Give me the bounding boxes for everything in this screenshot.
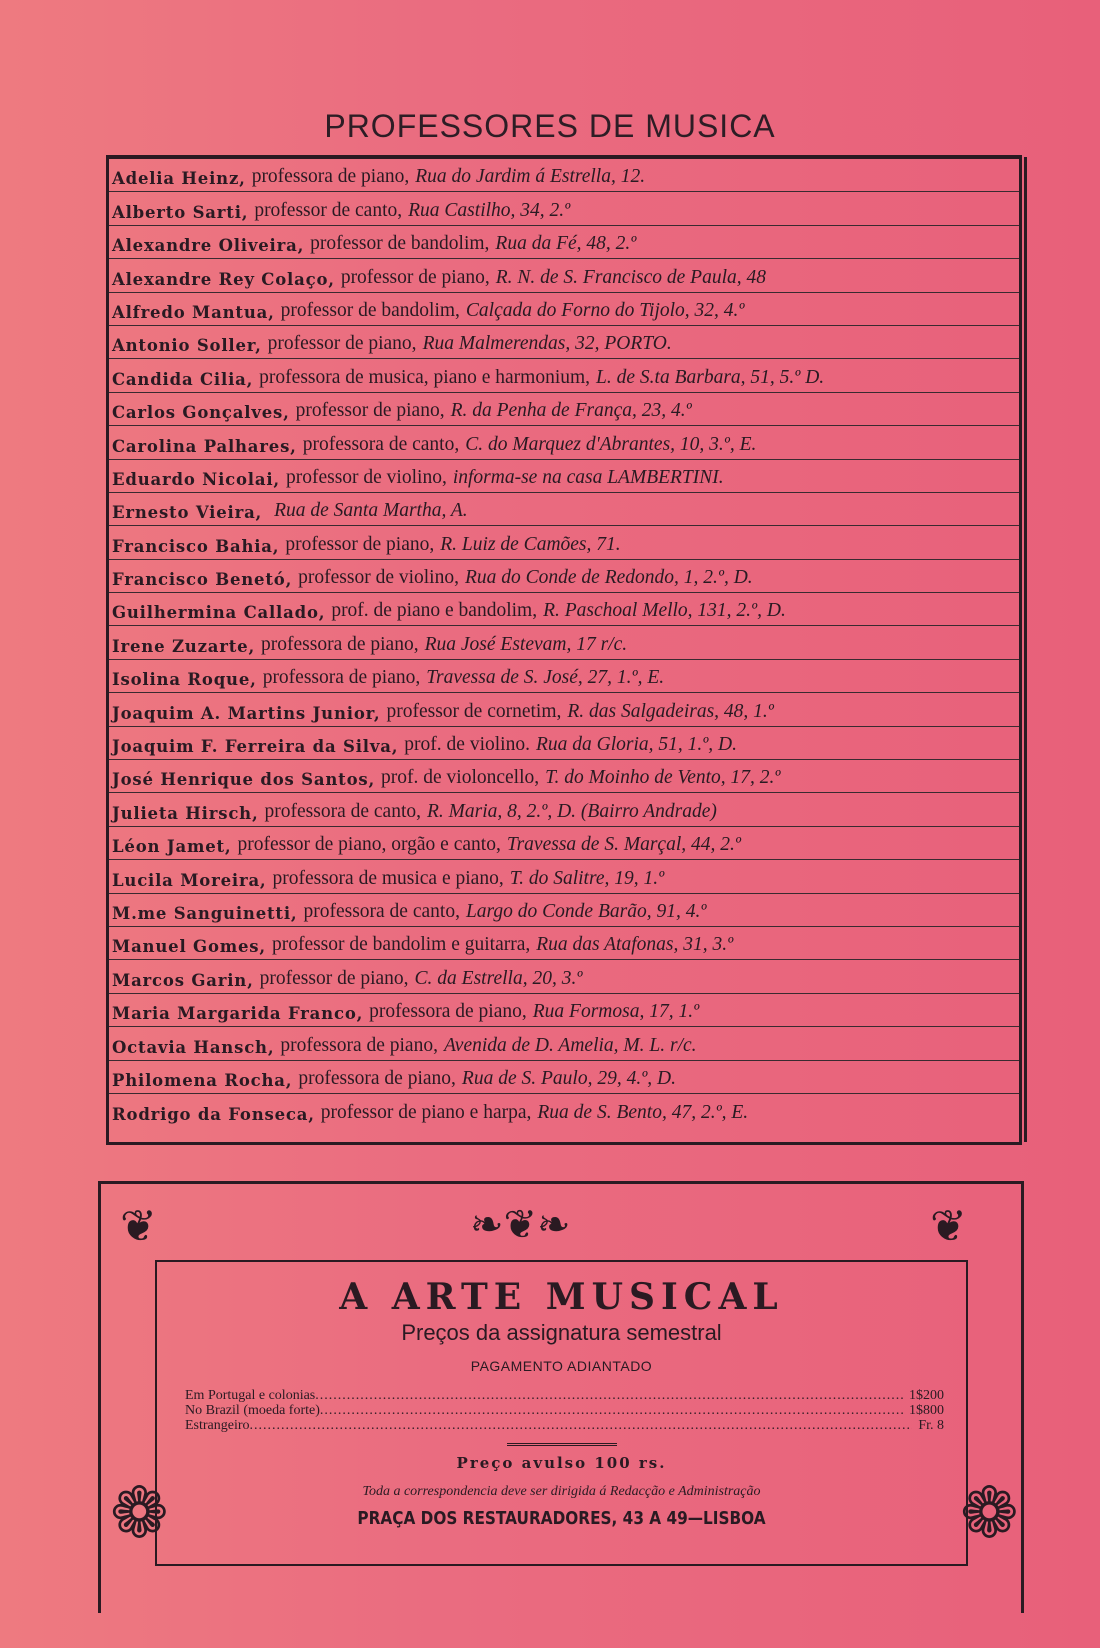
price-value: 1$200 (909, 1388, 944, 1403)
teacher-entry (109, 626, 1019, 659)
teacher-name: Eduardo Nicolai, (112, 469, 280, 489)
teacher-name: Alberto Sarti, (112, 202, 249, 222)
price-label: No Brazil (moeda forte) (185, 1403, 320, 1418)
teacher-role: professor de piano, (340, 266, 490, 288)
teacher-address: Rua Formosa, 17, 1.º (532, 1001, 700, 1023)
teacher-name: Manuel Gomes, (112, 937, 266, 957)
teacher-entry (109, 960, 1019, 993)
ornament-icon: ❁ (960, 1476, 1019, 1553)
teacher-name: Ernesto Vieira, (112, 503, 263, 523)
teacher-name: Alfredo Mantua, (112, 302, 275, 322)
teacher-address: R. da Penha de França, 23, 4.º (450, 400, 692, 422)
teacher-entry (109, 1027, 1019, 1060)
price-label: Estrangeiro (185, 1418, 250, 1433)
correspondence-note: Toda a correspondencia deve ser dirigida á Redacção e Administração (362, 1484, 761, 1499)
teacher-address: L. de S.ta Barbara, 51, 5.º D. (596, 366, 825, 388)
teacher-role: professor de violino, (285, 466, 447, 488)
teacher-entry (109, 393, 1019, 426)
divider (507, 1443, 617, 1452)
teacher-entry (109, 927, 1019, 960)
teacher-entry (109, 693, 1019, 726)
teacher-name: Irene Zuzarte, (112, 636, 256, 656)
teacher-name: Octavia Hansch, (112, 1037, 275, 1057)
teacher-name: Candida Cilia, (112, 369, 254, 389)
teacher-address: Travessa de S. José, 27, 1.º, E. (426, 667, 665, 689)
page-title: PROFESSORES DE MUSICA (324, 108, 776, 144)
ad-subtitle: Preços da assignatura semestral (401, 1320, 722, 1345)
teacher-role: professora de canto, (264, 800, 422, 822)
teacher-address: informa-se na casa LAMBERTINI. (452, 466, 724, 488)
teacher-entry (109, 593, 1019, 626)
payment-note: PAGAMENTO ADIANTADO (470, 1358, 653, 1374)
teacher-address: T. do Salitre, 19, 1.º (509, 867, 665, 889)
teacher-address: Rua de S. Paulo, 29, 4.º, D. (461, 1067, 676, 1089)
teacher-entry (109, 1094, 1019, 1127)
teacher-address: R. das Salgadeiras, 48, 1.º (567, 700, 774, 722)
teacher-address: Rua das Atafonas, 31, 3.º (536, 934, 734, 956)
teacher-role: prof. de piano e bandolim, (331, 600, 538, 622)
teacher-name: Alexandre Oliveira, (112, 236, 305, 256)
teacher-name: Carolina Palhares, (112, 436, 297, 456)
teacher-role: professor de violino, (298, 567, 459, 589)
teacher-role: professora de piano, (369, 1001, 527, 1023)
teacher-address: R. Luiz de Camões, 71. (440, 533, 621, 555)
teacher-entry (109, 460, 1019, 493)
teacher-name: Adelia Heinz, (112, 169, 246, 189)
teacher-name: Joaquim A. Martins Junior, (112, 703, 381, 723)
teacher-entry (109, 526, 1019, 559)
ornament-icon: ❦ (120, 1202, 157, 1251)
teacher-name: Marcos Garin, (112, 970, 254, 990)
teacher-entry (109, 293, 1019, 326)
teacher-entry (109, 326, 1019, 359)
teacher-name: Guilhermina Callado, (112, 603, 326, 623)
teacher-address: Rua de S. Bento, 47, 2.º, E. (537, 1102, 749, 1124)
teacher-address: Rua Castilho, 34, 2.º (408, 199, 571, 221)
teacher-address: C. do Marquez d'Abrantes, 10, 3.º, E. (465, 433, 757, 455)
teacher-entry (109, 159, 1019, 192)
teacher-role: professor de piano, (295, 400, 445, 422)
teacher-name: Alexandre Rey Colaço, (112, 269, 335, 289)
teacher-name: Lucila Moreira, (112, 870, 267, 890)
teacher-role: professor de piano, orgão e canto, (237, 834, 501, 856)
teacher-role: prof. de violoncello, (381, 767, 540, 789)
teacher-name: M.me Sanguinetti, (112, 903, 298, 923)
teacher-entry (109, 660, 1019, 693)
teacher-name: José Henrique dos Santos, (112, 770, 376, 790)
teacher-entry (109, 860, 1019, 893)
ornament-icon: ❦ (930, 1202, 967, 1251)
teacher-role: prof. de violino. (404, 734, 530, 756)
subscription-ad (155, 1260, 968, 1566)
teacher-name: Joaquim F. Ferreira da Silva, (112, 737, 399, 757)
teacher-address: Rua do Conde de Redondo, 1, 2.º, D. (464, 567, 753, 589)
teacher-address: Rua do Jardim á Estrella, 12. (415, 166, 646, 188)
teacher-role: professor de piano e harpa, (320, 1102, 532, 1124)
teacher-address: Rua da Fé, 48, 2.º (495, 233, 637, 255)
teacher-address: Rua de Santa Martha, A. (274, 500, 468, 522)
teacher-role: professor de cornetim, (386, 700, 562, 722)
teacher-address: Calçada do Forno do Tijolo, 32, 4.º (465, 299, 745, 321)
teacher-role: professora de piano, (262, 667, 421, 689)
price-value: 1$800 (909, 1403, 944, 1418)
teacher-name: Isolina Roque, (112, 670, 257, 690)
teacher-entry (109, 359, 1019, 392)
teacher-address: Rua da Gloria, 51, 1.º, D. (535, 734, 737, 756)
teacher-entry (109, 827, 1019, 860)
teacher-entry (109, 226, 1019, 259)
price-value: Fr. 8 (918, 1418, 944, 1433)
teacher-role: professora de piano, (280, 1034, 438, 1056)
price-row (185, 1388, 944, 1403)
ad-title: A ARTE MUSICAL (339, 1276, 784, 1318)
teacher-entry (109, 426, 1019, 459)
teacher-role: professor de bandolim e guitarra, (271, 934, 531, 956)
teacher-name: Rodrigo da Fonseca, (112, 1105, 315, 1125)
teacher-entry (109, 760, 1019, 793)
teacher-role: professor de piano, (267, 333, 417, 355)
teacher-role: professora de canto, (302, 433, 460, 455)
teacher-name: Antonio Soller, (112, 336, 262, 356)
teacher-entry (109, 493, 1019, 526)
teacher-role: professora de piano, (251, 166, 410, 188)
teacher-role: professora de musica, piano e harmonium, (259, 366, 591, 388)
teacher-entry (109, 894, 1019, 927)
teacher-entry (109, 560, 1019, 593)
teacher-role: professora de canto, (303, 900, 460, 922)
teacher-address: C. da Estrella, 20, 3.º (414, 967, 583, 989)
teacher-role: professor de bandolim, (280, 299, 460, 321)
teacher-address: Rua Malmerendas, 32, PORTO. (422, 333, 672, 355)
teacher-entry (109, 793, 1019, 826)
teacher-entry (109, 994, 1019, 1027)
teacher-name: Léon Jamet, (112, 837, 232, 857)
teacher-address: T. do Moinho de Vento, 17, 2.º (545, 767, 781, 789)
teacher-address: Largo do Conde Barão, 91, 4.º (465, 900, 707, 922)
teacher-entry (109, 259, 1019, 292)
teacher-name: Francisco Benetó, (112, 570, 293, 590)
teacher-role: professor de piano, (285, 533, 435, 555)
teacher-role: professor de canto, (254, 199, 403, 221)
teachers-list (106, 155, 1022, 1145)
teacher-role: professor de piano, (259, 967, 409, 989)
price-row (185, 1418, 944, 1433)
teacher-role: professor de bandolim, (310, 233, 490, 255)
teacher-address: R. Paschoal Mello, 131, 2.º, D. (543, 600, 786, 622)
teacher-entry (109, 727, 1019, 760)
single-price: Preço avulso 100 rs. (456, 1454, 667, 1472)
teacher-name: Maria Margarida Franco, (112, 1004, 364, 1024)
ornament-icon: ❁ (110, 1476, 169, 1553)
ornament-icon: ❧❦❧ (470, 1202, 571, 1247)
price-label: Em Portugal e colonias (185, 1388, 316, 1403)
teacher-address: R. Maria, 8, 2.º, D. (Bairro Andrade) (427, 800, 717, 822)
teacher-role: professora de piano, (298, 1067, 456, 1089)
teacher-address: R. N. de S. Francisco de Paula, 48 (495, 266, 766, 288)
price-list (185, 1388, 944, 1433)
teacher-address: Avenida de D. Amelia, M. L. r/c. (443, 1034, 697, 1056)
teacher-name: Carlos Gonçalves, (112, 403, 290, 423)
price-row (185, 1403, 944, 1418)
teacher-address: Rua José Estevam, 17 r/c. (424, 633, 628, 655)
teacher-role: professora de piano, (261, 633, 419, 655)
teacher-name: Francisco Bahia, (112, 536, 280, 556)
teacher-entry (109, 1061, 1019, 1094)
teacher-role: professora de musica e piano, (272, 867, 504, 889)
ad-address: PRAÇA DOS RESTAURADORES, 43 A 49—LISBOA (357, 1508, 766, 1529)
teacher-name: Julieta Hirsch, (112, 803, 259, 823)
teacher-name: Philomena Rocha, (112, 1070, 293, 1090)
teacher-address: Travessa de S. Marçal, 44, 2.º (506, 834, 741, 856)
teacher-entry (109, 192, 1019, 225)
